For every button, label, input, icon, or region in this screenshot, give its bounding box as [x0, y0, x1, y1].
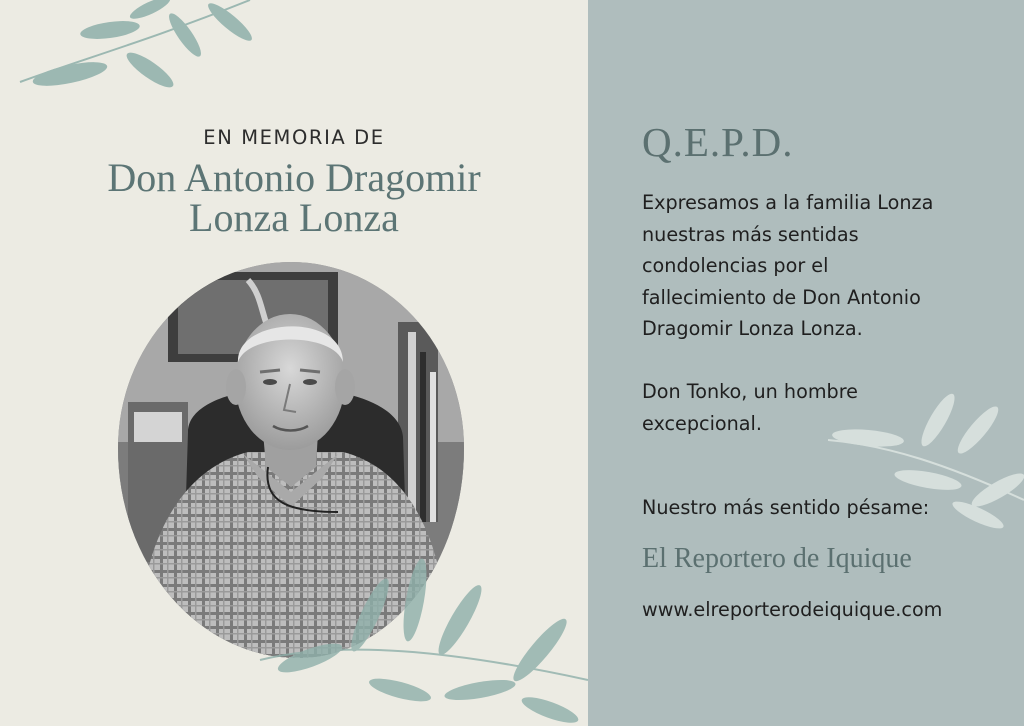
elderly-man-portrait-icon	[118, 262, 464, 658]
message-line: excepcional.	[642, 411, 762, 435]
message-line: Don Tonko, un hombre	[642, 380, 858, 403]
message-paragraph-1	[642, 187, 982, 345]
message-line: fallecimiento de Don Antonio	[642, 285, 921, 309]
deceased-name-line-1: Don Antonio Dragomir	[107, 155, 481, 200]
deceased-name-line-2: Lonza Lonza	[189, 195, 399, 240]
portrait-photo	[118, 262, 464, 658]
message-line: condolencias por el	[642, 254, 829, 277]
condolence-message	[642, 187, 982, 439]
closing-line: Nuestro más sentido pésame:	[642, 496, 930, 519]
publisher-name: El Reportero de Iquique	[642, 543, 912, 574]
in-memory-label: EN MEMORIA DE	[203, 126, 385, 149]
top-leaves-icon	[0, 0, 300, 120]
website-link[interactable]: www.elreporterodeiquique.com	[642, 598, 943, 621]
deceased-name	[0, 155, 588, 240]
message-paragraph-2	[642, 376, 982, 439]
message-line: Dragomir Lonza Lonza.	[642, 317, 863, 340]
qepd-heading: Q.E.P.D.	[642, 119, 794, 165]
message-line: nuestras más sentidas	[642, 222, 859, 246]
message-line: Expresamos a la familia Lonza	[642, 191, 934, 214]
